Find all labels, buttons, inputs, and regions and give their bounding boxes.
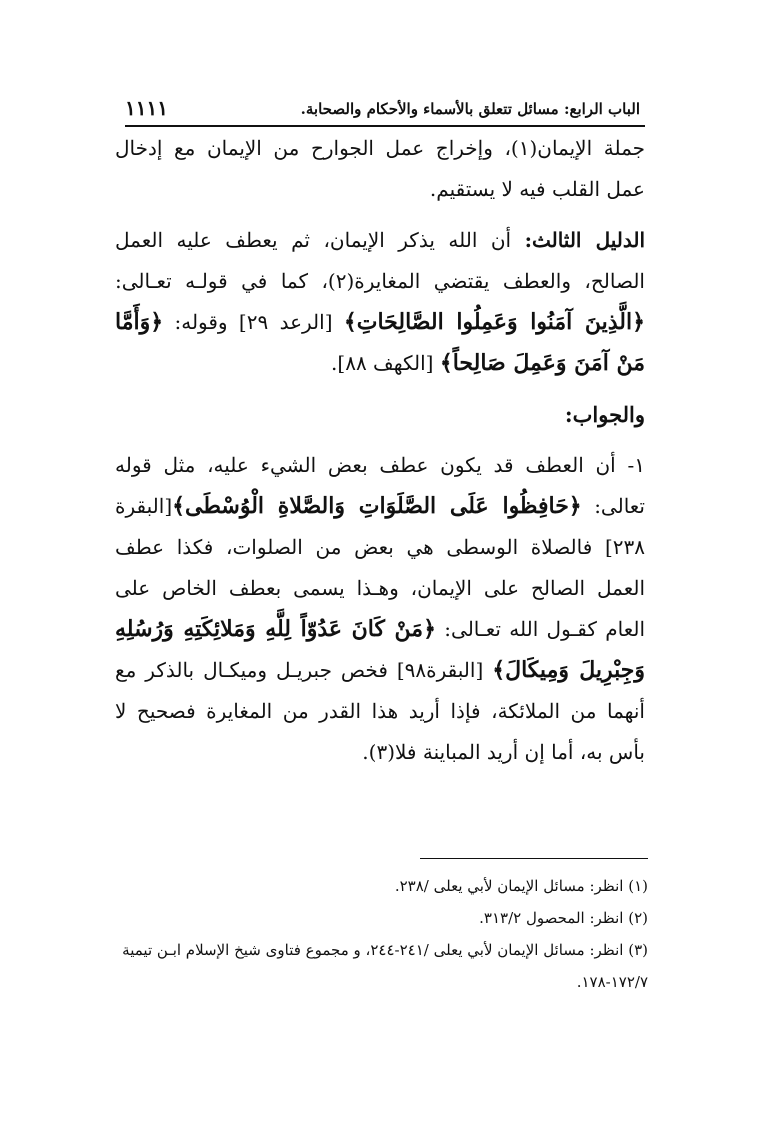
paragraph-2 (115, 220, 645, 384)
quran-verse-baqarah-98: ﴿مَنْ كَانَ عَدُوّاً لِلَّهِ وَمَلائِكَتِهِ وَرُسُلِهِ وَجِبْرِيلَ وَمِيكَالَ﴾ (115, 616, 646, 683)
verse-reference-baqarah-98: [البقرة٩٨] فخص جبريـل وميكـال بالذكر مع أنهما من الملائكة، فإذا أريد هذا القدر من المغايرة فصحيح لا بأس به، أما إن أريد المباينة فلا(٣). (115, 658, 645, 764)
paragraph-2-text: أن الله يذكر الإيمان، ثم يعطف عليه العمل الصالح، والعطف يقتضي المغايرة(٢)، كما في قولـه تعـالى: (115, 228, 645, 293)
quran-verse-raad: ﴿الَّذِينَ آمَنُوا وَعَمِلُوا الصَّالِحَاتِ﴾ (343, 309, 646, 335)
verse-reference-raad: [الرعد ٢٩] وقوله: (163, 310, 344, 334)
main-text (115, 128, 645, 783)
answer-heading: والجواب: (564, 402, 645, 427)
footnotes (110, 870, 648, 998)
footnote-1: (١) انظر: مسائل الإيمان لأبي يعلى /٢٣٨. (394, 877, 648, 895)
header-rule (125, 125, 645, 127)
footnote-separator (420, 858, 648, 859)
paragraph-3-text: ١- أن العطف قد يكون عطف بعض الشيء عليه، مثل قوله تعالى: (115, 453, 646, 518)
footnote-2: (٢) انظر: المحصول ٣١٣/٢. (479, 909, 648, 927)
quran-verse-baqarah-238: ﴿حَافِظُوا عَلَى الصَّلَوَاتِ وَالصَّلاةِ الْوُسْطَى﴾ (172, 493, 582, 519)
quran-verse-kahf: ﴿وَأَمَّا مَنْ آمَنَ وَعَمِلَ صَالِحاً﴾ (115, 309, 645, 376)
verse-reference-baqarah-238: [البقرة ٢٣٨] فالصلاة الوسطى هي بعض من الصلوات، فكذا عطف العمل الصالح على الإيمان، وهـذا يسمى بعطف الخاص على العام كقـول الله تعـالى: (115, 494, 645, 641)
running-header (125, 96, 640, 122)
paragraph-1: جملة الإيمان(١)، وإخراج عمل الجوارح من الإيمان مع إدخال عمل القلب فيه لا يستقيم. (115, 136, 645, 201)
page-number: ١١١١ (125, 96, 168, 120)
third-evidence-heading: الدليل الثالث: (524, 228, 646, 252)
paragraph-3 (115, 445, 645, 773)
verse-reference-kahf: [الكهف ٨٨]. (331, 351, 440, 375)
footnote-3: (٣) انظر: مسائل الإيمان لأبي يعلى /٢٤١-٢٤٤، و مجموع فتاوى شيخ الإسلام ابـن تيمية ١٧٢/٧-١٧٨. (122, 941, 648, 991)
chapter-title: الباب الرابع: مسائل تتعلق بالأسماء والأحكام والصحابة. (300, 100, 640, 118)
